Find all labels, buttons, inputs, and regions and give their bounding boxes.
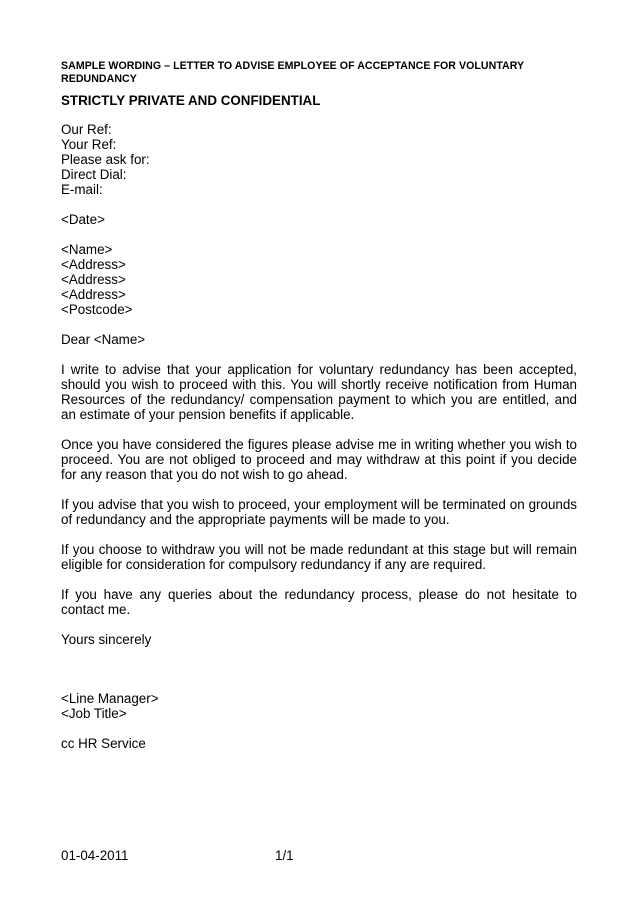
document-title: SAMPLE WORDING – LETTER TO ADVISE EMPLOYEE OF ACCEPTANCE FOR VOLUNTARY REDUNDANCY <box>61 60 524 85</box>
email-label: E-mail: <box>61 182 103 197</box>
letter-page <box>61 60 577 751</box>
signature-job-title: <Job Title> <box>61 706 127 721</box>
paragraph-acceptance: I write to advise that your application for voluntary redundancy has been accepted, should you wish to proceed with this. You will shortly receive notification from Human Resources of the redundancy/ compensation payment to which you are entitled, and an estimate of your pension benefits if applicable. <box>61 362 577 422</box>
footer-date: 01-04-2011 <box>61 848 129 863</box>
paragraph-proceed: If you advise that you wish to proceed, your employment will be terminated on grounds of redundancy and the appropriate payments will be made to you. <box>61 497 577 527</box>
direct-dial-label: Direct Dial: <box>61 167 127 182</box>
address-line: <Address> <box>61 257 126 272</box>
closing: Yours sincerely <box>61 632 152 647</box>
address-block <box>61 242 577 317</box>
address-line: <Address> <box>61 272 126 287</box>
please-ask-for-label: Please ask for: <box>61 152 150 167</box>
address-line: <Address> <box>61 287 126 302</box>
salutation: Dear <Name> <box>61 332 146 347</box>
address-name: <Name> <box>61 242 113 257</box>
signature-line-manager: <Line Manager> <box>61 691 159 706</box>
our-ref-label: Our Ref: <box>61 122 112 137</box>
address-postcode: <Postcode> <box>61 302 133 317</box>
date-placeholder: <Date> <box>61 212 105 227</box>
paragraph-consider-figures: Once you have considered the figures please advise me in writing whether you wish to proceed. You are not obliged to proceed and may withdraw at this point if you decide for any reason that you do not wish to go ahead. <box>61 437 577 482</box>
paragraph-withdraw: If you choose to withdraw you will not be made redundant at this stage but will remain eligible for consideration for compulsory redundancy if any are required. <box>61 542 577 572</box>
reference-block <box>61 122 577 197</box>
confidential-heading: STRICTLY PRIVATE AND CONFIDENTIAL <box>61 93 321 108</box>
cc-line: cc HR Service <box>61 736 146 751</box>
your-ref-label: Your Ref: <box>61 137 117 152</box>
footer-page-number: 1/1 <box>275 848 294 863</box>
paragraph-queries: If you have any queries about the redundancy process, please do not hesitate to contact me. <box>61 587 577 617</box>
date-block <box>61 212 577 227</box>
signature-block <box>61 691 577 721</box>
